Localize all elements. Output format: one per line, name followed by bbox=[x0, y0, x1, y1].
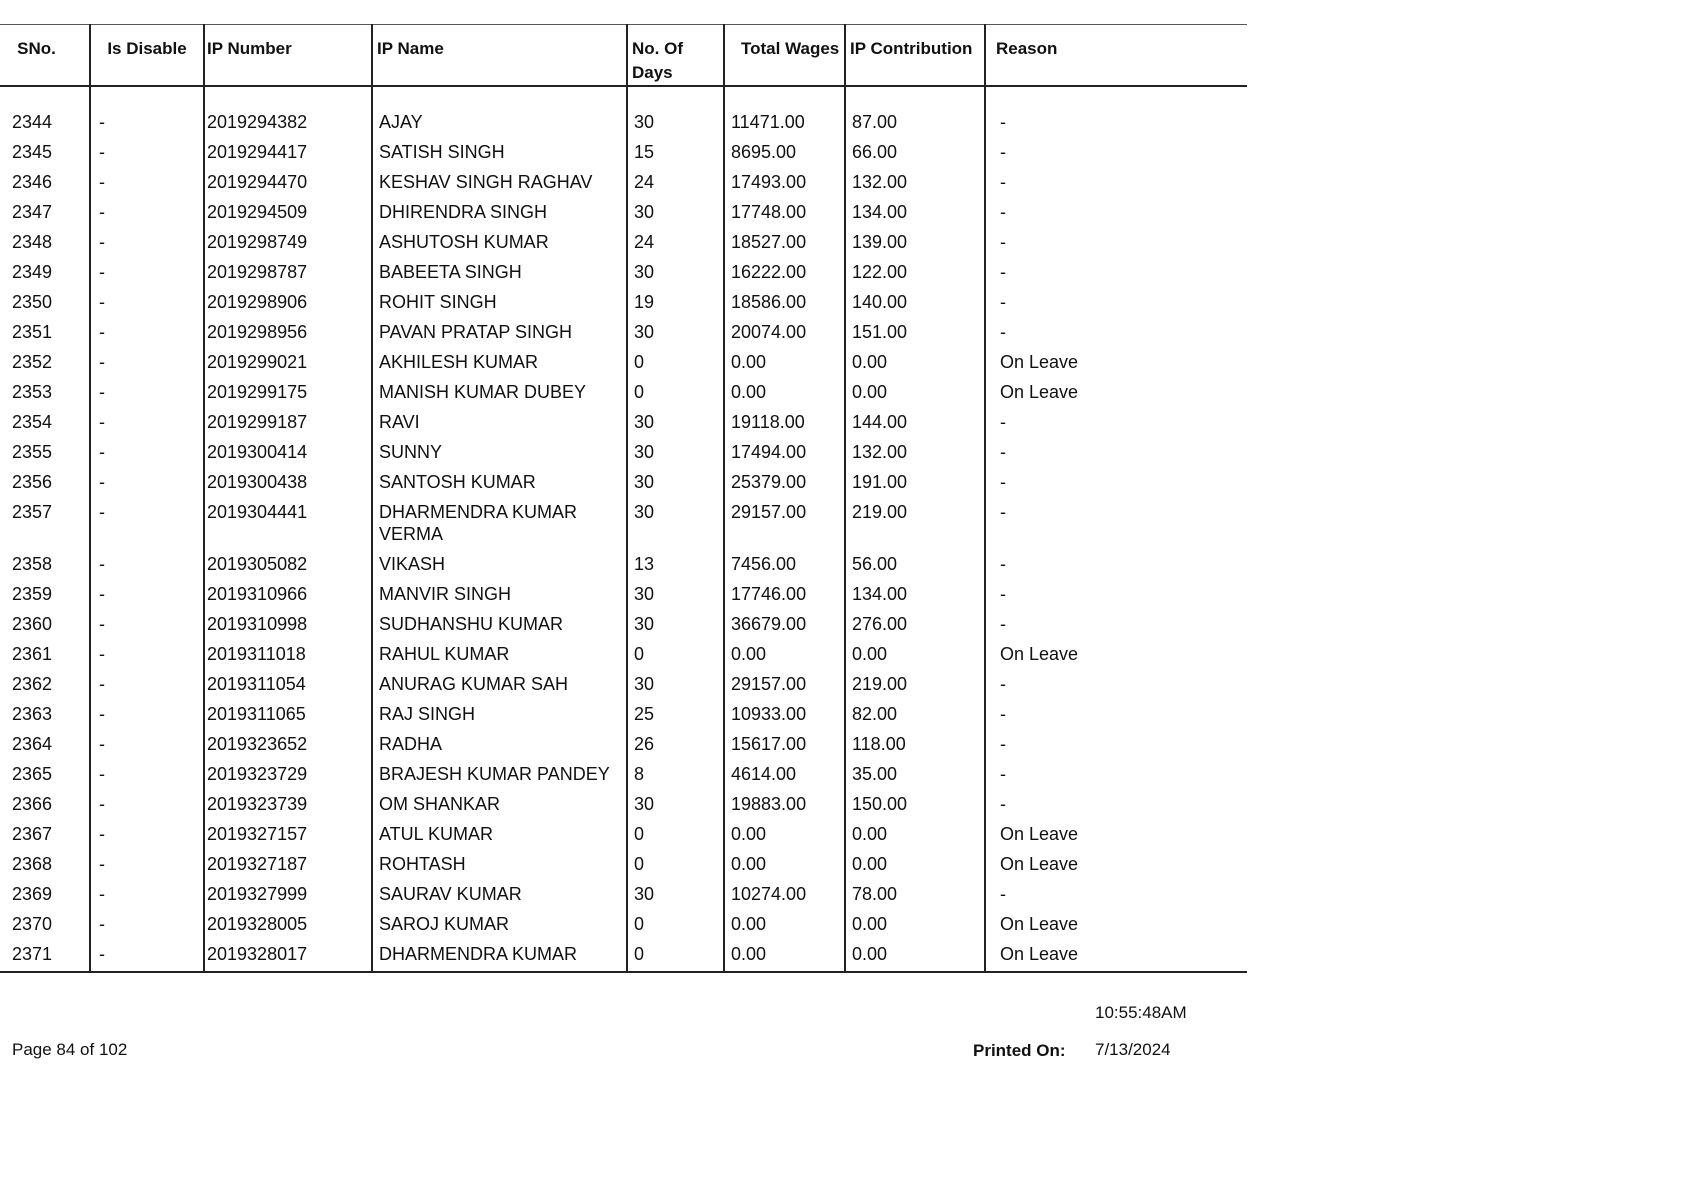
cell-ip-number: 2019327157 bbox=[204, 817, 372, 847]
cell-is-disable: - bbox=[90, 195, 204, 225]
cell-ip-number: 2019327187 bbox=[204, 847, 372, 877]
cell-total-wages: 18527.00 bbox=[724, 225, 845, 255]
cell-sno: 2353 bbox=[0, 375, 90, 405]
cell-ip-number: 2019299187 bbox=[204, 405, 372, 435]
cell-no-of-days: 30 bbox=[627, 195, 724, 225]
cell-no-of-days: 30 bbox=[627, 877, 724, 907]
cell-no-of-days: 0 bbox=[627, 847, 724, 877]
cell-ip-name: BRAJESH KUMAR PANDEY bbox=[372, 757, 627, 787]
table-row bbox=[0, 255, 1247, 285]
cell-is-disable: - bbox=[90, 547, 204, 577]
cell-no-of-days: 30 bbox=[627, 315, 724, 345]
cell-reason: - bbox=[1000, 794, 1006, 814]
cell-ip-number: 2019328005 bbox=[204, 907, 372, 937]
cell-is-disable: - bbox=[90, 165, 204, 195]
table-row bbox=[0, 907, 1247, 937]
cell-sno: 2363 bbox=[0, 697, 90, 727]
cell-no-of-days: 30 bbox=[627, 577, 724, 607]
cell-ip-contribution: 35.00 bbox=[845, 757, 985, 787]
cell-ip-contribution: 151.00 bbox=[845, 315, 985, 345]
cell-total-wages: 4614.00 bbox=[724, 757, 845, 787]
cell-total-wages: 19118.00 bbox=[724, 405, 845, 435]
table-row bbox=[0, 727, 1247, 757]
cell-ip-number: 2019300414 bbox=[204, 435, 372, 465]
cell-reason: - bbox=[1000, 554, 1006, 574]
cell-reason: - bbox=[1000, 674, 1006, 694]
cell-ip-name: BABEETA SINGH bbox=[372, 255, 627, 285]
cell-total-wages: 0.00 bbox=[724, 937, 845, 972]
cell-no-of-days: 30 bbox=[627, 495, 724, 547]
cell-no-of-days: 15 bbox=[627, 135, 724, 165]
cell-ip-contribution: 191.00 bbox=[845, 465, 985, 495]
cell-ip-name: RADHA bbox=[372, 727, 627, 757]
cell-sno: 2365 bbox=[0, 757, 90, 787]
cell-is-disable: - bbox=[90, 727, 204, 757]
cell-sno: 2370 bbox=[0, 907, 90, 937]
cell-ip-number: 2019310966 bbox=[204, 577, 372, 607]
cell-ip-contribution: 144.00 bbox=[845, 405, 985, 435]
cell-total-wages: 0.00 bbox=[724, 907, 845, 937]
cell-is-disable: - bbox=[90, 787, 204, 817]
cell-is-disable: - bbox=[90, 285, 204, 315]
cell-total-wages: 10933.00 bbox=[724, 697, 845, 727]
cell-ip-number: 2019298906 bbox=[204, 285, 372, 315]
cell-total-wages: 17746.00 bbox=[724, 577, 845, 607]
table-row bbox=[0, 86, 1247, 135]
cell-is-disable: - bbox=[90, 345, 204, 375]
cell-ip-number: 2019299021 bbox=[204, 345, 372, 375]
cell-is-disable: - bbox=[90, 405, 204, 435]
header-reason: Reason bbox=[985, 25, 1247, 87]
cell-ip-number: 2019311018 bbox=[204, 637, 372, 667]
cell-ip-number: 2019294382 bbox=[204, 86, 372, 135]
header-ip-contribution: IP Contribution bbox=[845, 25, 985, 87]
cell-total-wages: 0.00 bbox=[724, 817, 845, 847]
cell-sno: 2367 bbox=[0, 817, 90, 847]
cell-total-wages: 10274.00 bbox=[724, 877, 845, 907]
cell-is-disable: - bbox=[90, 435, 204, 465]
header-ip-name: IP Name bbox=[372, 25, 627, 87]
cell-reason: - bbox=[1000, 142, 1006, 162]
cell-reason: - bbox=[1000, 472, 1006, 492]
table-header-row bbox=[0, 25, 1247, 87]
cell-ip-name: MANVIR SINGH bbox=[372, 577, 627, 607]
cell-ip-contribution: 0.00 bbox=[845, 847, 985, 877]
cell-reason: - bbox=[1000, 322, 1006, 342]
cell-is-disable: - bbox=[90, 907, 204, 937]
cell-ip-name: OM SHANKAR bbox=[372, 787, 627, 817]
cell-reason: - bbox=[1000, 172, 1006, 192]
cell-sno: 2360 bbox=[0, 607, 90, 637]
cell-no-of-days: 30 bbox=[627, 435, 724, 465]
header-no-of-days: No. Of Days bbox=[627, 25, 724, 87]
cell-ip-number: 2019311054 bbox=[204, 667, 372, 697]
cell-ip-contribution: 150.00 bbox=[845, 787, 985, 817]
cell-ip-number: 2019300438 bbox=[204, 465, 372, 495]
table-row bbox=[0, 285, 1247, 315]
cell-sno: 2352 bbox=[0, 345, 90, 375]
cell-ip-name: SATISH SINGH bbox=[372, 135, 627, 165]
cell-no-of-days: 0 bbox=[627, 345, 724, 375]
cell-ip-name: DHIRENDRA SINGH bbox=[372, 195, 627, 225]
cell-sno: 2361 bbox=[0, 637, 90, 667]
cell-ip-contribution: 139.00 bbox=[845, 225, 985, 255]
cell-ip-number: 2019294509 bbox=[204, 195, 372, 225]
cell-ip-name: MANISH KUMAR DUBEY bbox=[372, 375, 627, 405]
cell-total-wages: 8695.00 bbox=[724, 135, 845, 165]
table-row bbox=[0, 465, 1247, 495]
cell-ip-contribution: 219.00 bbox=[845, 667, 985, 697]
table-row bbox=[0, 847, 1247, 877]
table-row bbox=[0, 697, 1247, 727]
cell-no-of-days: 0 bbox=[627, 817, 724, 847]
cell-total-wages: 15617.00 bbox=[724, 727, 845, 757]
cell-is-disable: - bbox=[90, 667, 204, 697]
cell-ip-contribution: 134.00 bbox=[845, 195, 985, 225]
cell-total-wages: 16222.00 bbox=[724, 255, 845, 285]
cell-total-wages: 17493.00 bbox=[724, 165, 845, 195]
cell-total-wages: 36679.00 bbox=[724, 607, 845, 637]
cell-total-wages: 0.00 bbox=[724, 637, 845, 667]
header-total-wages: Total Wages bbox=[724, 25, 845, 87]
cell-reason: - bbox=[1000, 232, 1006, 252]
cell-ip-number: 2019327999 bbox=[204, 877, 372, 907]
table-row bbox=[0, 547, 1247, 577]
cell-total-wages: 25379.00 bbox=[724, 465, 845, 495]
cell-ip-name: ANURAG KUMAR SAH bbox=[372, 667, 627, 697]
cell-ip-contribution: 219.00 bbox=[845, 495, 985, 547]
cell-ip-name: ATUL KUMAR bbox=[372, 817, 627, 847]
cell-no-of-days: 0 bbox=[627, 937, 724, 972]
cell-no-of-days: 8 bbox=[627, 757, 724, 787]
cell-sno: 2344 bbox=[0, 86, 90, 135]
cell-ip-contribution: 0.00 bbox=[845, 937, 985, 972]
cell-sno: 2355 bbox=[0, 435, 90, 465]
cell-no-of-days: 30 bbox=[627, 465, 724, 495]
cell-total-wages: 7456.00 bbox=[724, 547, 845, 577]
cell-no-of-days: 24 bbox=[627, 165, 724, 195]
cell-no-of-days: 30 bbox=[627, 667, 724, 697]
cell-reason: - bbox=[1000, 292, 1006, 312]
print-date: 7/13/2024 bbox=[1095, 1040, 1171, 1059]
cell-is-disable: - bbox=[90, 847, 204, 877]
table-row bbox=[0, 757, 1247, 787]
table-row bbox=[0, 345, 1247, 375]
cell-reason: - bbox=[1000, 764, 1006, 784]
cell-total-wages: 17748.00 bbox=[724, 195, 845, 225]
cell-ip-number: 2019294417 bbox=[204, 135, 372, 165]
cell-is-disable: - bbox=[90, 877, 204, 907]
cell-ip-contribution: 82.00 bbox=[845, 697, 985, 727]
print-time: 10:55:48AM bbox=[1095, 1003, 1187, 1022]
cell-total-wages: 19883.00 bbox=[724, 787, 845, 817]
table-row bbox=[0, 315, 1247, 345]
cell-sno: 2358 bbox=[0, 547, 90, 577]
cell-ip-name: ROHTASH bbox=[372, 847, 627, 877]
cell-ip-contribution: 122.00 bbox=[845, 255, 985, 285]
cell-ip-name: PAVAN PRATAP SINGH bbox=[372, 315, 627, 345]
cell-sno: 2356 bbox=[0, 465, 90, 495]
cell-no-of-days: 13 bbox=[627, 547, 724, 577]
cell-ip-contribution: 0.00 bbox=[845, 637, 985, 667]
cell-is-disable: - bbox=[90, 135, 204, 165]
header-is-disable: Is Disable bbox=[90, 25, 204, 87]
cell-ip-contribution: 56.00 bbox=[845, 547, 985, 577]
cell-ip-name: DHARMENDRA KUMAR VERMA bbox=[372, 495, 627, 547]
cell-reason: On Leave bbox=[1000, 644, 1079, 664]
cell-ip-number: 2019310998 bbox=[204, 607, 372, 637]
cell-total-wages: 29157.00 bbox=[724, 495, 845, 547]
cell-is-disable: - bbox=[90, 375, 204, 405]
cell-sno: 2348 bbox=[0, 225, 90, 255]
cell-is-disable: - bbox=[90, 607, 204, 637]
cell-ip-contribution: 78.00 bbox=[845, 877, 985, 907]
cell-sno: 2345 bbox=[0, 135, 90, 165]
cell-reason: - bbox=[1000, 112, 1006, 132]
cell-total-wages: 11471.00 bbox=[724, 86, 845, 135]
cell-reason: - bbox=[1000, 884, 1006, 904]
cell-reason: On Leave bbox=[1000, 382, 1079, 402]
cell-ip-contribution: 0.00 bbox=[845, 345, 985, 375]
header-ip-number: IP Number bbox=[204, 25, 372, 87]
cell-no-of-days: 30 bbox=[627, 86, 724, 135]
cell-total-wages: 18586.00 bbox=[724, 285, 845, 315]
cell-ip-name: SANTOSH KUMAR bbox=[372, 465, 627, 495]
cell-reason: On Leave bbox=[1000, 352, 1079, 372]
cell-ip-contribution: 0.00 bbox=[845, 375, 985, 405]
cell-ip-contribution: 140.00 bbox=[845, 285, 985, 315]
cell-ip-name: SUNNY bbox=[372, 435, 627, 465]
header-sno: SNo. bbox=[0, 25, 90, 87]
cell-sno: 2350 bbox=[0, 285, 90, 315]
table-row bbox=[0, 195, 1247, 225]
cell-is-disable: - bbox=[90, 495, 204, 547]
cell-no-of-days: 26 bbox=[627, 727, 724, 757]
cell-no-of-days: 0 bbox=[627, 375, 724, 405]
cell-total-wages: 29157.00 bbox=[724, 667, 845, 697]
cell-ip-contribution: 0.00 bbox=[845, 817, 985, 847]
cell-ip-contribution: 0.00 bbox=[845, 907, 985, 937]
cell-sno: 2349 bbox=[0, 255, 90, 285]
table-row bbox=[0, 375, 1247, 405]
cell-is-disable: - bbox=[90, 757, 204, 787]
table-row bbox=[0, 607, 1247, 637]
cell-no-of-days: 24 bbox=[627, 225, 724, 255]
cell-is-disable: - bbox=[90, 937, 204, 972]
cell-total-wages: 17494.00 bbox=[724, 435, 845, 465]
cell-ip-name: KESHAV SINGH RAGHAV bbox=[372, 165, 627, 195]
cell-reason: On Leave bbox=[1000, 854, 1079, 874]
cell-sno: 2369 bbox=[0, 877, 90, 907]
cell-is-disable: - bbox=[90, 465, 204, 495]
contribution-report bbox=[0, 24, 1247, 973]
cell-total-wages: 0.00 bbox=[724, 345, 845, 375]
cell-ip-contribution: 118.00 bbox=[845, 727, 985, 757]
page-number: Page 84 of 102 bbox=[12, 1040, 128, 1059]
cell-ip-name: RAVI bbox=[372, 405, 627, 435]
cell-ip-contribution: 276.00 bbox=[845, 607, 985, 637]
cell-is-disable: - bbox=[90, 697, 204, 727]
cell-reason: - bbox=[1000, 704, 1006, 724]
cell-no-of-days: 30 bbox=[627, 255, 724, 285]
cell-sno: 2357 bbox=[0, 495, 90, 547]
table-row bbox=[0, 877, 1247, 907]
cell-ip-name: VIKASH bbox=[372, 547, 627, 577]
cell-sno: 2362 bbox=[0, 667, 90, 697]
table-row bbox=[0, 637, 1247, 667]
cell-ip-number: 2019298956 bbox=[204, 315, 372, 345]
cell-ip-number: 2019299175 bbox=[204, 375, 372, 405]
cell-sno: 2351 bbox=[0, 315, 90, 345]
cell-ip-name: RAJ SINGH bbox=[372, 697, 627, 727]
cell-ip-number: 2019323739 bbox=[204, 787, 372, 817]
table-row bbox=[0, 817, 1247, 847]
cell-no-of-days: 0 bbox=[627, 637, 724, 667]
table-row bbox=[0, 165, 1247, 195]
cell-no-of-days: 25 bbox=[627, 697, 724, 727]
cell-ip-contribution: 132.00 bbox=[845, 165, 985, 195]
cell-sno: 2359 bbox=[0, 577, 90, 607]
cell-no-of-days: 30 bbox=[627, 405, 724, 435]
cell-total-wages: 0.00 bbox=[724, 375, 845, 405]
cell-reason: On Leave bbox=[1000, 914, 1079, 934]
cell-is-disable: - bbox=[90, 817, 204, 847]
cell-is-disable: - bbox=[90, 255, 204, 285]
cell-ip-number: 2019323729 bbox=[204, 757, 372, 787]
table-row bbox=[0, 787, 1247, 817]
cell-ip-name: SAROJ KUMAR bbox=[372, 907, 627, 937]
cell-ip-number: 2019311065 bbox=[204, 697, 372, 727]
cell-ip-contribution: 134.00 bbox=[845, 577, 985, 607]
cell-ip-number: 2019298749 bbox=[204, 225, 372, 255]
cell-reason: - bbox=[1000, 734, 1006, 754]
cell-total-wages: 0.00 bbox=[724, 847, 845, 877]
cell-is-disable: - bbox=[90, 577, 204, 607]
cell-sno: 2346 bbox=[0, 165, 90, 195]
cell-ip-number: 2019294470 bbox=[204, 165, 372, 195]
cell-ip-name: AJAY bbox=[372, 86, 627, 135]
cell-reason: - bbox=[1000, 614, 1006, 634]
cell-reason: - bbox=[1000, 262, 1006, 282]
cell-is-disable: - bbox=[90, 86, 204, 135]
table-row bbox=[0, 405, 1247, 435]
table-row bbox=[0, 495, 1247, 547]
cell-ip-number: 2019298787 bbox=[204, 255, 372, 285]
cell-reason: - bbox=[1000, 502, 1006, 522]
cell-reason: - bbox=[1000, 584, 1006, 604]
table-body bbox=[0, 86, 1247, 972]
cell-sno: 2368 bbox=[0, 847, 90, 877]
table-row bbox=[0, 577, 1247, 607]
cell-ip-name: SAURAV KUMAR bbox=[372, 877, 627, 907]
cell-ip-number: 2019323652 bbox=[204, 727, 372, 757]
table-row bbox=[0, 135, 1247, 165]
printed-on-label: Printed On: bbox=[973, 1041, 1066, 1060]
cell-no-of-days: 0 bbox=[627, 907, 724, 937]
cell-no-of-days: 30 bbox=[627, 607, 724, 637]
cell-ip-name: ROHIT SINGH bbox=[372, 285, 627, 315]
cell-reason: - bbox=[1000, 442, 1006, 462]
cell-sno: 2366 bbox=[0, 787, 90, 817]
cell-ip-name: DHARMENDRA KUMAR bbox=[372, 937, 627, 972]
cell-ip-name: ASHUTOSH KUMAR bbox=[372, 225, 627, 255]
cell-is-disable: - bbox=[90, 225, 204, 255]
cell-no-of-days: 30 bbox=[627, 787, 724, 817]
cell-reason: - bbox=[1000, 412, 1006, 432]
table-row bbox=[0, 225, 1247, 255]
cell-is-disable: - bbox=[90, 315, 204, 345]
cell-ip-name: AKHILESH KUMAR bbox=[372, 345, 627, 375]
ip-contribution-table bbox=[0, 24, 1247, 973]
cell-reason: On Leave bbox=[985, 937, 1247, 972]
table-row bbox=[0, 937, 1247, 972]
cell-ip-contribution: 132.00 bbox=[845, 435, 985, 465]
table-row bbox=[0, 667, 1247, 697]
cell-ip-name: RAHUL KUMAR bbox=[372, 637, 627, 667]
cell-ip-contribution: 87.00 bbox=[845, 86, 985, 135]
cell-ip-contribution: 66.00 bbox=[845, 135, 985, 165]
cell-no-of-days: 19 bbox=[627, 285, 724, 315]
cell-total-wages: 20074.00 bbox=[724, 315, 845, 345]
cell-reason: On Leave bbox=[1000, 824, 1079, 844]
cell-sno: 2347 bbox=[0, 195, 90, 225]
cell-ip-number: 2019304441 bbox=[204, 495, 372, 547]
cell-sno: 2364 bbox=[0, 727, 90, 757]
cell-is-disable: - bbox=[90, 637, 204, 667]
cell-ip-number: 2019328017 bbox=[204, 937, 372, 972]
cell-sno: 2371 bbox=[0, 937, 90, 972]
cell-ip-number: 2019305082 bbox=[204, 547, 372, 577]
cell-reason: - bbox=[1000, 202, 1006, 222]
cell-ip-name: SUDHANSHU KUMAR bbox=[372, 607, 627, 637]
table-row bbox=[0, 435, 1247, 465]
cell-sno: 2354 bbox=[0, 405, 90, 435]
